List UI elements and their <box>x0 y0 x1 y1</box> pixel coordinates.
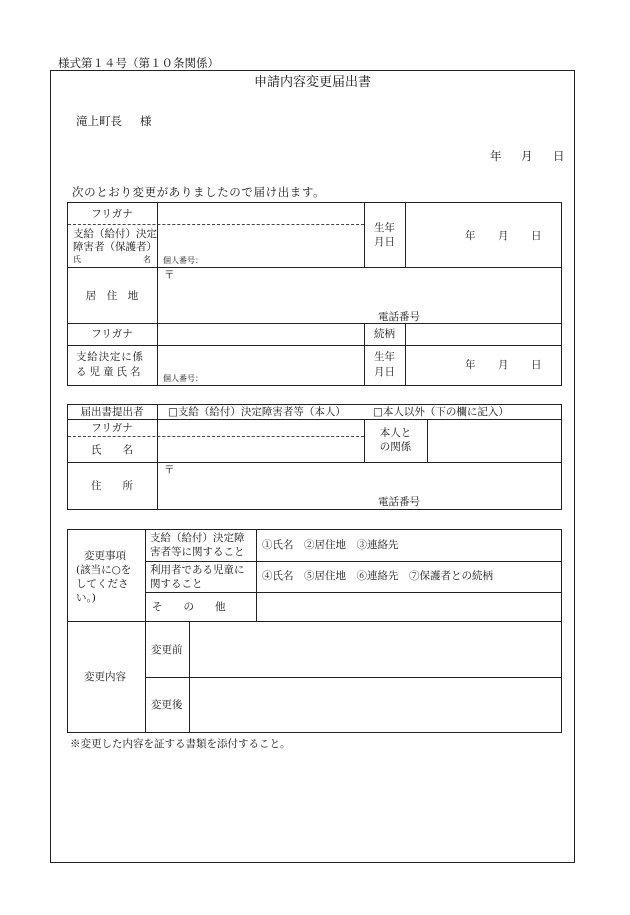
applicant-birth-day: 日 <box>531 230 542 242</box>
child-birth-label-1: 生年 <box>374 351 395 363</box>
changes-items-label-2: (該当に○を <box>76 564 132 576</box>
submitter-address-label: 住 所 <box>91 480 133 492</box>
changes-cat1-label-1: 支給（給付）決定障 <box>150 532 245 544</box>
child-relation-label: 続柄 <box>374 328 395 340</box>
applicant-address-label: 居 住 地 <box>85 290 139 302</box>
submitter-relation-label-1: 本人と <box>379 427 412 439</box>
submitter-postal-mark: 〒 <box>164 464 175 476</box>
child-birth-day: 日 <box>531 359 542 371</box>
applicant-mynumber-label: 個人番号： <box>163 256 203 265</box>
changes-cat2-label-1: 利用者である児童に <box>150 564 245 576</box>
changes-after-label: 変更後 <box>151 699 183 711</box>
applicant-name-label-2: 障害者（保護者） <box>73 241 157 253</box>
applicant-name-label-3: 氏 <box>73 255 81 264</box>
child-birth-label-2: 月日 <box>374 366 395 378</box>
changes-content-label: 変更内容 <box>84 671 126 683</box>
applicant-furigana-label: フリガナ <box>91 208 133 220</box>
changes-items-label-3: してくださ <box>76 578 129 590</box>
applicant-name-label-1: 支給（給付）決定 <box>73 228 157 240</box>
applicant-phone-label: 電話番号 <box>378 311 420 323</box>
child-birth-month: 月 <box>498 359 509 371</box>
submitter-option-other[interactable]: □本人以外（下の欄に記入） <box>373 406 509 418</box>
submitter-phone-label: 電話番号 <box>378 496 420 508</box>
submitter-option-self[interactable]: □支給（給付）決定障害者等（本人） <box>168 406 346 418</box>
child-name-label-1: 支給決定に係 <box>76 351 144 363</box>
changes-cat1-options[interactable]: ①氏名 ②居住地 ③連絡先 <box>262 539 399 551</box>
form-number: 様式第１４号（第１０条関係） <box>58 56 219 70</box>
changes-cat1-label-2: 害者等に関すること <box>150 546 245 558</box>
changes-cat2-label-2: 関すること <box>150 578 203 590</box>
changes-cat2-options[interactable]: ④氏名 ⑤居住地 ⑥連絡先 ⑦保護者との続柄 <box>262 570 493 582</box>
applicant-birth-year: 年 <box>465 230 476 242</box>
date-day: 日 <box>553 149 565 163</box>
footnote: ※変更した内容を証する書類を添付すること。 <box>70 738 291 750</box>
submitter-header: 届出書提出者 <box>80 406 144 418</box>
applicant-birth-label-2: 月日 <box>374 236 395 248</box>
date-year: 年 <box>490 149 502 163</box>
child-mynumber-label: 個人番号： <box>163 374 203 383</box>
applicant-birth-month: 月 <box>498 230 509 242</box>
applicant-name-label-4: 名 <box>143 255 151 264</box>
intro-text: 次のとおり変更がありましたので届け出ます。 <box>72 185 326 199</box>
date-month: 月 <box>521 149 533 163</box>
addressee-name: 滝上町長 <box>76 114 122 128</box>
addressee-honorific: 様 <box>140 114 152 128</box>
child-birth-year: 年 <box>465 359 476 371</box>
child-furigana-label: フリガナ <box>91 328 133 340</box>
changes-before-label: 変更前 <box>151 644 183 656</box>
applicant-postal-mark: 〒 <box>164 269 175 281</box>
submitter-relation-label-2: の関係 <box>379 441 412 453</box>
changes-items-label-4: い。) <box>76 592 96 604</box>
child-name-label-2: る児童氏名 <box>76 366 144 378</box>
changes-cat3-label: そ の 他 <box>152 601 226 613</box>
submitter-furigana-label: フリガナ <box>91 422 133 434</box>
submitter-name-label: 氏 名 <box>91 444 133 456</box>
form-title: 申請内容変更届出書 <box>253 75 371 90</box>
changes-items-label-1: 変更事項 <box>84 550 126 562</box>
applicant-birth-label-1: 生年 <box>374 222 395 234</box>
changes-section <box>67 529 562 733</box>
